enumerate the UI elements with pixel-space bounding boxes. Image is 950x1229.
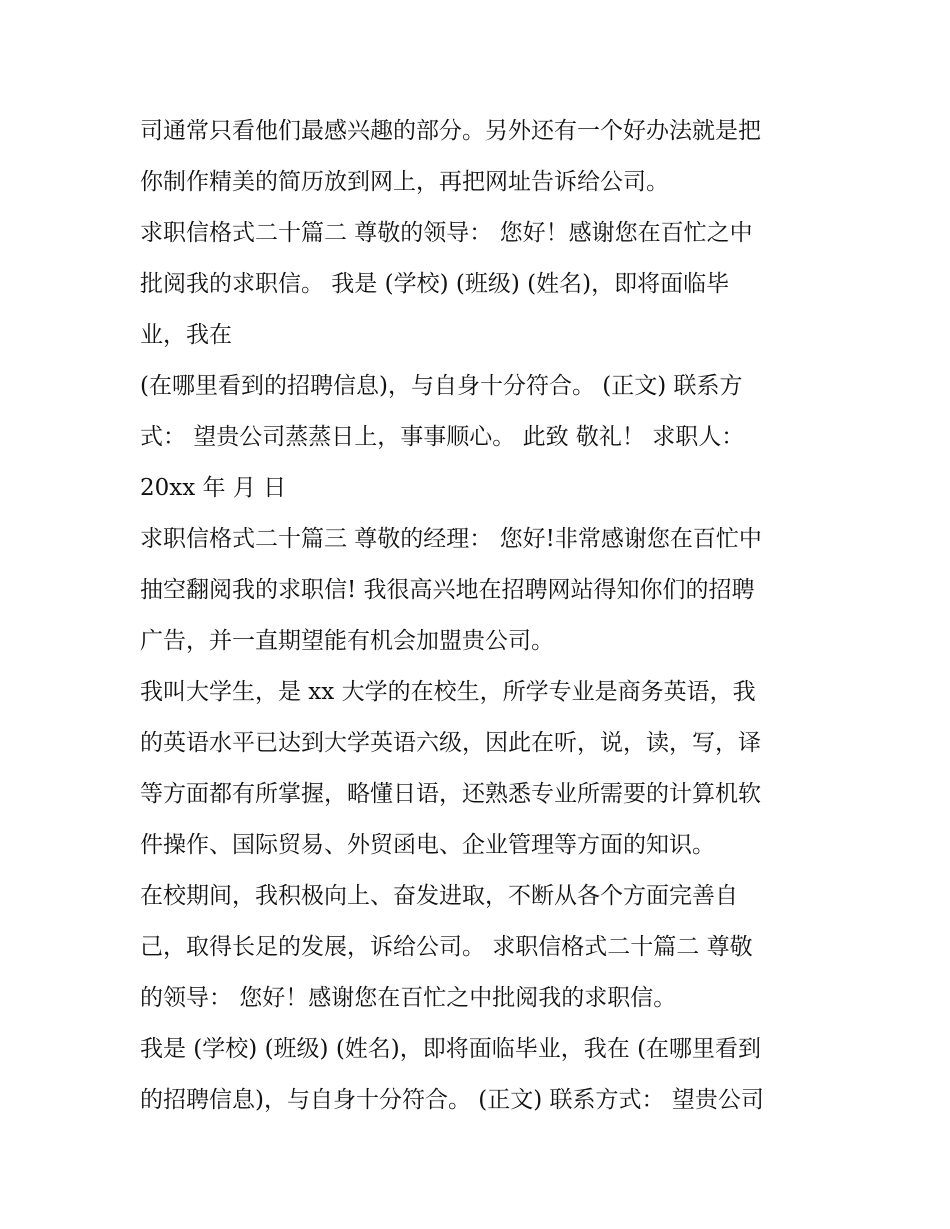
text-line-2: 你制作精美的简历放到网上，再把网址告诉给公司。	[140, 169, 669, 195]
text-line-20: 的招聘信息)，与自身十分符合。 (正文) 联系方式： 望贵公司	[140, 1087, 764, 1113]
text-line-14: 等方面都有所掌握，略懂日语，还熟悉专业所需要的计算机软	[140, 781, 761, 807]
text-line-17: 己，取得长足的发展，诉给公司。 求职信格式二十篇二 尊敬	[140, 934, 753, 960]
text-line-18: 的领导： 您好！感谢您在百忙之中批阅我的求职信。	[140, 985, 677, 1011]
text-line-8: 20xx 年 月 日	[140, 475, 287, 501]
text-line-4: 批阅我的求职信。 我是 (学校) (班级) (姓名)，即将面临毕	[140, 271, 730, 297]
text-line-9: 求职信格式二十篇三 尊敬的经理： 您好!非常感谢您在百忙中	[140, 526, 762, 552]
text-line-10: 抽空翻阅我的求职信! 我很高兴地在招聘网站得知你们的招聘	[140, 577, 755, 603]
text-line-6: (在哪里看到的招聘信息)，与自身十分符合。 (正文) 联系方	[140, 373, 743, 399]
text-line-16: 在校期间，我积极向上、奋发进取，不断从各个方面完善自	[140, 883, 738, 909]
text-line-12: 我叫大学生，是 xx 大学的在校生，所学专业是商务英语，我	[140, 679, 756, 705]
body-text	[140, 106, 820, 1126]
text-line-7: 式： 望贵公司蒸蒸日上，事事顺心。 此致 敬礼！ 求职人：	[140, 424, 745, 450]
text-line-13: 的英语水平已达到大学英语六级，因此在听，说，读，写，译	[140, 730, 761, 756]
text-line-3: 求职信格式二十篇二 尊敬的领导： 您好！感谢您在百忙之中	[140, 220, 753, 246]
text-line-1: 司通常只看他们最感兴趣的部分。另外还有一个好办法就是把	[140, 118, 761, 144]
text-line-15: 件操作、国际贸易、外贸函电、企业管理等方面的知识。	[140, 832, 715, 858]
text-line-11: 广告，并一直期望能有机会加盟贵公司。	[140, 628, 554, 654]
text-line-19: 我是 (学校) (班级) (姓名)，即将面临毕业，我在 (在哪里看到	[140, 1036, 762, 1062]
text-line-5: 业，我在	[140, 322, 232, 348]
